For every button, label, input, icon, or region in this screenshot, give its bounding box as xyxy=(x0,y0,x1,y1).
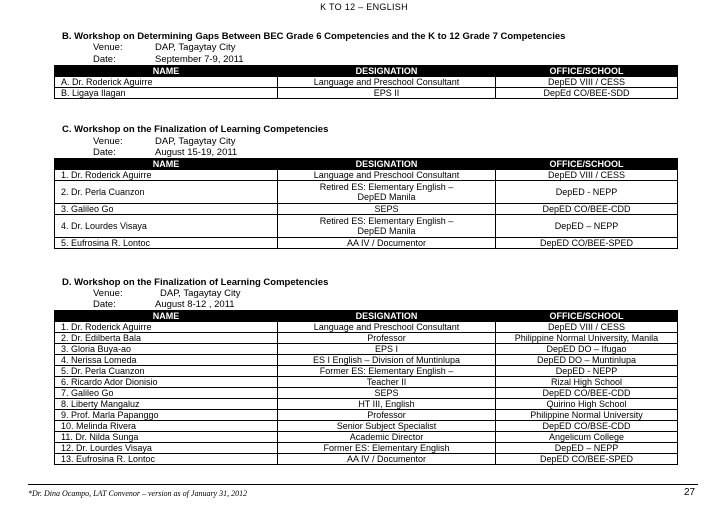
table-row xyxy=(55,443,678,454)
venue-value: DAP, Tagaytay City xyxy=(155,136,236,147)
participant-office: DepED - NEPP xyxy=(496,181,678,204)
column-header-office: OFFICE/SCHOOL xyxy=(496,311,678,322)
participant-name: 11. Dr. Nilda Sunga xyxy=(55,432,278,443)
table-row xyxy=(55,355,678,366)
participant-name: A. Dr. Roderick Aguirre xyxy=(55,77,278,88)
venue-label: Venue: xyxy=(93,136,123,147)
designation-line: Retired ES: Elementary English – xyxy=(319,216,454,226)
section-title: B. Workshop on Determining Gaps Between BEC Grade 6 Competencies and the K to 12 Grade 7 Competencies xyxy=(62,31,566,42)
table-row xyxy=(55,170,678,181)
participant-designation: HT III, English xyxy=(278,399,496,410)
table-row xyxy=(55,366,678,377)
participant-name: 6. Ricardo Ador Dionisio xyxy=(55,377,278,388)
column-header-office: OFFICE/SCHOOL xyxy=(496,159,678,170)
footer-note: *Dr. Dina Ocampo, LAT Convenor – version as of January 31, 2012 xyxy=(28,489,248,498)
participant-name: 8. Liberty Mangaluz xyxy=(55,399,278,410)
table-row xyxy=(55,388,678,399)
participant-office: DepED CO/BEE-SPED xyxy=(496,454,678,465)
participant-office: DepED – NEPP xyxy=(496,215,678,238)
participants-table xyxy=(54,310,678,465)
designation-line: DepED Manila xyxy=(357,226,416,236)
participant-designation: Language and Preschool Consultant xyxy=(278,170,496,181)
column-header-designation: DESIGNATION xyxy=(278,66,496,77)
column-header-name: NAME xyxy=(55,159,278,170)
participant-designation: Former ES: Elementary English xyxy=(278,443,496,454)
participant-office: Philippine Normal University, Manila xyxy=(496,333,678,344)
participant-designation: SEPS xyxy=(278,204,496,215)
participant-designation xyxy=(278,215,496,238)
participant-designation: ES I English – Division of Muntinlupa xyxy=(278,355,496,366)
date-label: Date: xyxy=(93,54,116,65)
participant-office: Quirino High School xyxy=(496,399,678,410)
participants-table xyxy=(54,158,678,249)
participant-designation: Professor xyxy=(278,333,496,344)
participant-designation: AA IV / Documentor xyxy=(278,238,496,249)
participant-name: 4. Dr. Lourdes Visaya xyxy=(55,215,278,238)
table-row xyxy=(55,215,678,238)
participant-name: 4. Nerissa Lomeda xyxy=(55,355,278,366)
participant-designation: Language and Preschool Consultant xyxy=(278,322,496,333)
date-value: August 15-19, 2011 xyxy=(155,147,238,158)
table-row xyxy=(55,181,678,204)
table-row xyxy=(55,454,678,465)
venue-label: Venue: xyxy=(93,288,123,299)
participant-office: DepED - NEPP xyxy=(496,366,678,377)
column-header-designation: DESIGNATION xyxy=(278,159,496,170)
participant-name: B. Ligaya Ilagan xyxy=(55,88,278,99)
participant-designation: Professor xyxy=(278,410,496,421)
participant-office: Rizal High School xyxy=(496,377,678,388)
participant-office: DepEd CO/BEE-SDD xyxy=(496,88,678,99)
participant-designation: Senior Subject Specialist xyxy=(278,421,496,432)
date-value: September 7-9, 2011 xyxy=(155,54,244,65)
table-row xyxy=(55,77,678,88)
date-value: August 8-12 , 2011 xyxy=(155,299,235,310)
table-row xyxy=(55,322,678,333)
designation-line: Retired ES: Elementary English – xyxy=(319,182,454,192)
participant-name: 5. Dr. Perla Cuanzon xyxy=(55,366,278,377)
participant-designation: Language and Preschool Consultant xyxy=(278,77,496,88)
participant-name: 9. Prof. Marla Papanggo xyxy=(55,410,278,421)
table-row xyxy=(55,204,678,215)
venue-value: DAP, Tagaytay City xyxy=(155,42,236,53)
participant-designation: Former ES: Elementary English – xyxy=(278,366,496,377)
participant-office: DepED VIII / CESS xyxy=(496,77,678,88)
participant-designation: Academic Director xyxy=(278,432,496,443)
column-header-office: OFFICE/SCHOOL xyxy=(496,66,678,77)
participant-office: DepED VIII / CESS xyxy=(496,322,678,333)
participant-designation: EPS II xyxy=(278,88,496,99)
participant-designation: SEPS xyxy=(278,388,496,399)
participant-office: DepED CO/BSE-CDD xyxy=(496,421,678,432)
participant-name: 3. Gloria Buya-ao xyxy=(55,344,278,355)
participant-designation: Teacher II xyxy=(278,377,496,388)
table-row xyxy=(55,333,678,344)
table-row xyxy=(55,399,678,410)
table-row xyxy=(55,421,678,432)
participant-office: Angelicum College xyxy=(496,432,678,443)
venue-value: DAP, Tagaytay City xyxy=(160,288,241,299)
table-row xyxy=(55,432,678,443)
participant-office: DepED VIII / CESS xyxy=(496,170,678,181)
participant-name: 1. Dr. Roderick Aguirre xyxy=(55,170,278,181)
section-title: C. Workshop on the Finalization of Learning Competencies xyxy=(62,124,329,135)
column-header-designation: DESIGNATION xyxy=(278,311,496,322)
table-row xyxy=(55,238,678,249)
table-row xyxy=(55,344,678,355)
participant-designation: EPS I xyxy=(278,344,496,355)
participant-name: 12. Dr. Lourdes Visaya xyxy=(55,443,278,454)
participant-office: DepED CO/BEE-SPED xyxy=(496,238,678,249)
date-label: Date: xyxy=(93,147,116,158)
participant-name: 1. Dr. Roderick Aguirre xyxy=(55,322,278,333)
participant-office: DepED DO – Ifugao xyxy=(496,344,678,355)
footer-divider xyxy=(28,484,698,485)
participant-office: DepED DO – Muntinlupa xyxy=(496,355,678,366)
table-row xyxy=(55,377,678,388)
participant-name: 7. Galileo Go xyxy=(55,388,278,399)
venue-label: Venue: xyxy=(93,42,123,53)
participant-office: Philippine Normal University xyxy=(496,410,678,421)
participant-designation xyxy=(278,181,496,204)
column-header-name: NAME xyxy=(55,66,278,77)
participant-designation: AA IV / Documentor xyxy=(278,454,496,465)
table-row xyxy=(55,88,678,99)
column-header-name: NAME xyxy=(55,311,278,322)
date-label: Date: xyxy=(93,299,116,310)
table-row xyxy=(55,410,678,421)
participants-table xyxy=(54,65,678,99)
participant-name: 5. Eufrosina R. Lontoc xyxy=(55,238,278,249)
participant-name: 3. Galileo Go xyxy=(55,204,278,215)
participant-office: DepED – NEPP xyxy=(496,443,678,454)
participant-name: 2. Dr. Perla Cuanzon xyxy=(55,181,278,204)
designation-line: DepED Manila xyxy=(357,192,416,202)
participant-name: 10. Melinda Rivera xyxy=(55,421,278,432)
participant-name: 13. Eufrosina R. Lontoc xyxy=(55,454,278,465)
participant-office: DepED CO/BEE-CDD xyxy=(496,204,678,215)
section-title: D. Workshop on the Finalization of Learning Competencies xyxy=(62,277,329,288)
page-number: 27 xyxy=(684,487,696,498)
page-header: K TO 12 – ENGLISH xyxy=(320,2,408,12)
participant-office: DepED CO/BEE-CDD xyxy=(496,388,678,399)
participant-name: 2. Dr. Edilberta Bala xyxy=(55,333,278,344)
